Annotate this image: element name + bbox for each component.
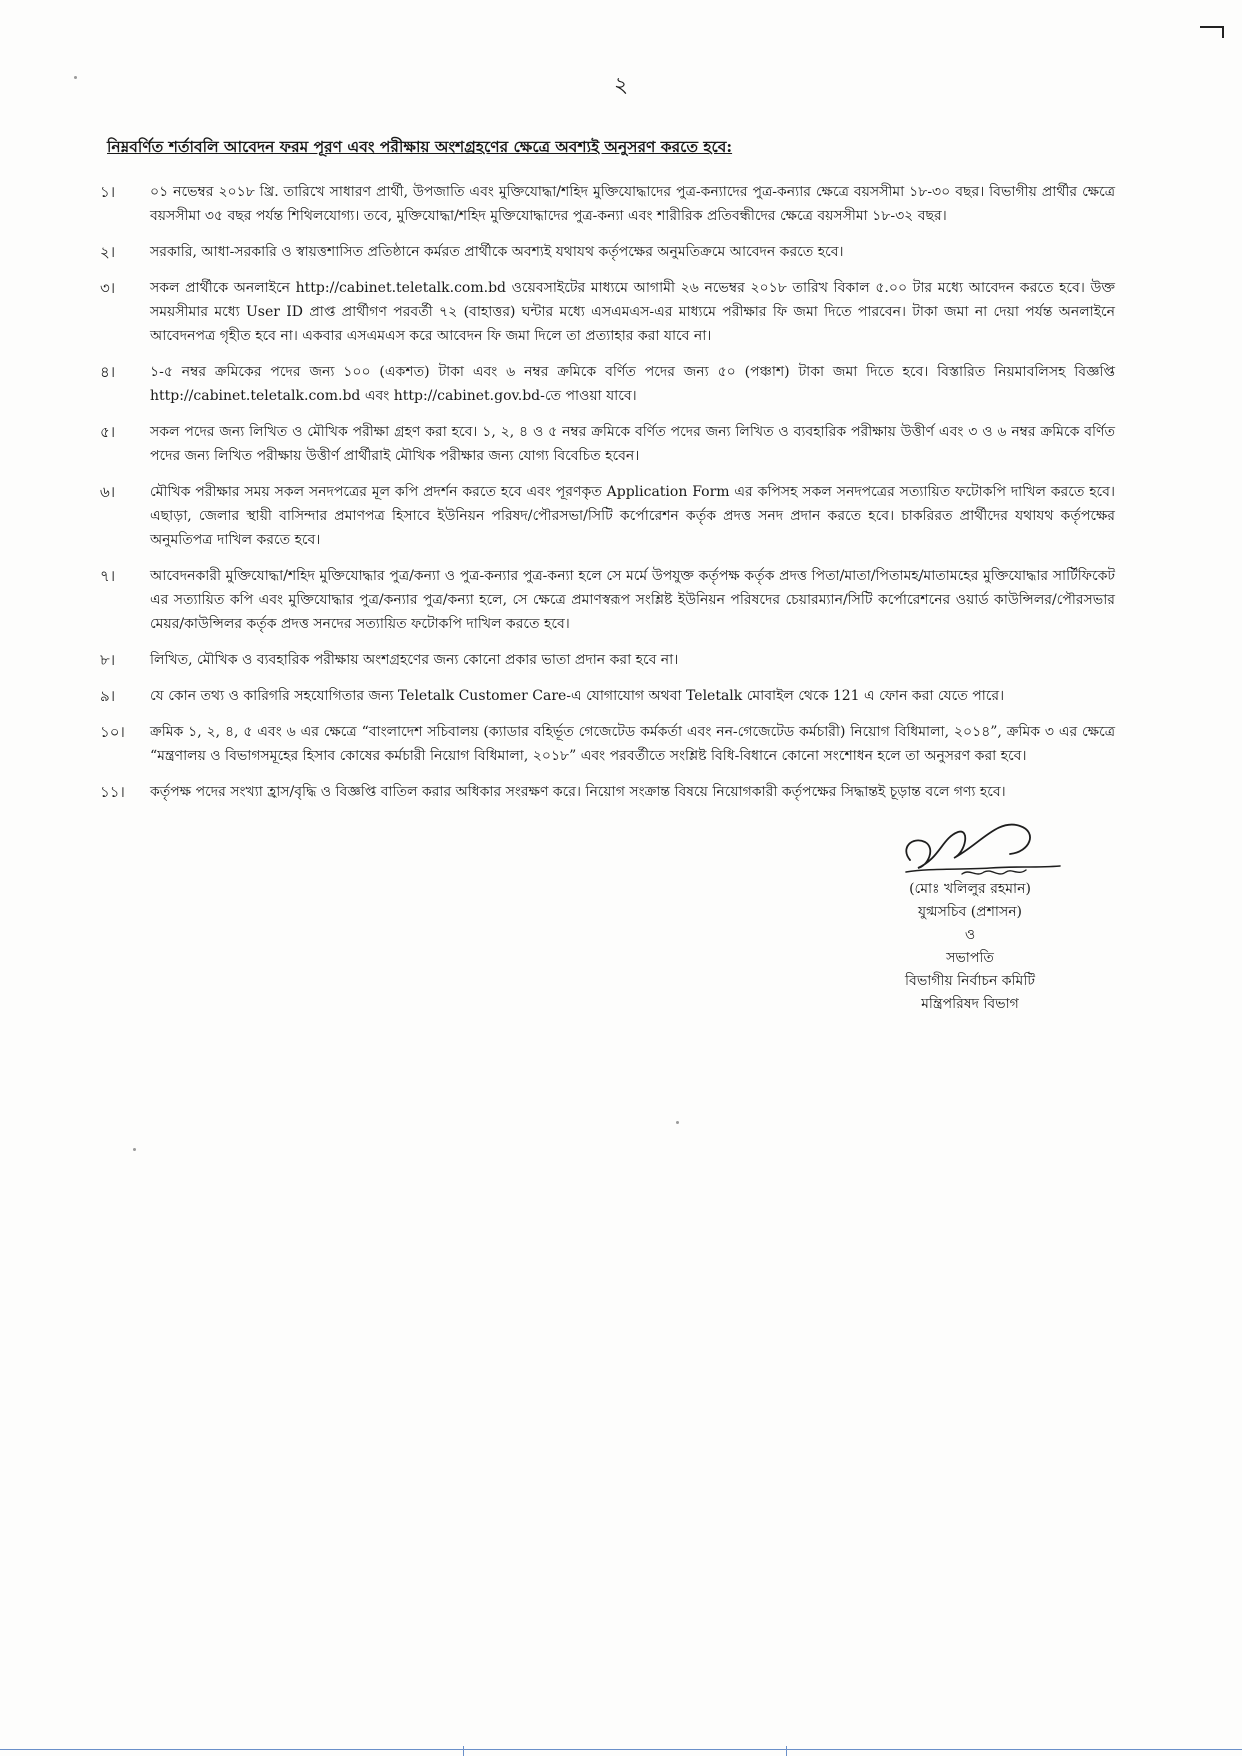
list-item — [100, 720, 1115, 768]
item-number: ৪। — [100, 363, 116, 381]
signatory-name: (মোঃ খলিলুর রহমান) — [909, 881, 1031, 897]
handwritten-signature — [870, 808, 1070, 888]
item-text: সকল পদের জন্য লিখিত ও মৌখিক পরীক্ষা গ্রহণ করা হবে। ১, ২, ৪ ও ৫ নম্বর ক্রমিকে বর্ণিত পদের জন্য লিখিত ও ব্যবহারিক পরীক্ষায় উত্তীর্ণ এবং ৩ ও ৬ নম্বর ক্রমিকে বর্ণিত পদের জন্য লিখিত পরীক্ষায় উত্তীর্ণ প্রার্থীরাই মৌখিক পরীক্ষার জন্য যোগ্য বিবেচিত হবেন। — [150, 424, 1115, 464]
scan-speck — [676, 1121, 679, 1124]
item-number: ১০। — [100, 723, 125, 741]
list-item — [100, 648, 1115, 672]
item-number: ২। — [100, 243, 116, 261]
item-text: মৌখিক পরীক্ষার সময় সকল সনদপত্রের মূল কপি প্রদর্শন করতে হবে এবং পূরণকৃত Application Form এর কপিসহ সকল সনদপত্রের সত্যায়িত ফটোকপি দাখিল করতে হবে। এছাড়া, জেলার স্থায়ী বাসিন্দার প্রমাণপত্র হিসাবে ইউনিয়ন পরিষদ/পৌরসভা/সিটি কর্পোরেশন কর্তৃক প্রদত্ত সনদ প্রদান করতে হবে। চাকরিরত প্রার্থীদের যথাযথ কর্তৃপক্ষের অনুমতিপত্র দাখিল করতে হবে। — [150, 484, 1115, 548]
list-item — [100, 564, 1115, 636]
scan-speck — [133, 1148, 136, 1151]
scan-bottom-edge — [0, 1749, 1242, 1756]
item-text: ১-৫ নম্বর ক্রমিকের পদের জন্য ১০০ (একশত) টাকা এবং ৬ নম্বর ক্রমিকে বর্ণিত পদের জন্য ৫০ (পঞ্চাশ) টাকা জমা দিতে হবে। বিস্তারিত নিয়মাবলিসহ বিজ্ঞপ্তি http://cabinet.teletalk.com.bd এবং http://cabinet.gov.bd-তে পাওয়া যাবে। — [150, 364, 1115, 404]
list-item — [100, 420, 1115, 468]
signature-block — [860, 808, 1080, 1016]
list-item — [100, 684, 1115, 708]
conditions-list — [100, 180, 1115, 816]
page-number: ২ — [613, 73, 629, 98]
signatory-conjunction: ও — [964, 927, 976, 943]
item-text: সকল প্রার্থীকে অনলাইনে http://cabinet.teletalk.com.bd ওয়েবসাইটের মাধ্যমে আগামী ২৬ নভেম্বর ২০১৮ তারিখ বিকাল ৫.০০ টার মধ্যে আবেদন করতে হবে। উক্ত সময়সীমার মধ্যে User ID প্রাপ্ত প্রার্থীগণ পরবর্তী ৭২ (বাহাত্তর) ঘন্টার মধ্যে এসএমএস-এর মাধ্যমে পরীক্ষার ফি জমা দিতে পারবেন। টাকা জমা না দেয়া পর্যন্ত অনলাইনে আবেদনপত্র গৃহীত হবে না। একবার এসএমএস করে আবেদন ফি জমা দিলে তা প্রত্যাহার করা যাবে না। — [150, 280, 1115, 344]
signatory-division: মন্ত্রিপরিষদ বিভাগ — [921, 996, 1019, 1012]
scan-edge-tick — [463, 1746, 464, 1756]
list-item — [100, 240, 1115, 264]
item-number: ১১। — [100, 783, 125, 801]
signatory-role: সভাপতি — [946, 950, 994, 966]
item-text: ক্রমিক ১, ২, ৪, ৫ এবং ৬ এর ক্ষেত্রে “বাংলাদেশ সচিবালয় (ক্যাডার বহির্ভূত গেজেটেড কর্মকর্তা এবং নন-গেজেটেড কর্মচারী) নিয়োগ বিধিমালা, ২০১৪”, ক্রমিক ৩ এর ক্ষেত্রে “মন্ত্রণালয় ও বিভাগসমূহের হিসাব কোষের কর্মচারী নিয়োগ বিধিমালা, ২০১৮” এবং পরবর্তীতে সংশ্লিষ্ট বিধি-বিধানে কোনো সংশোধন হলে তা অনুসরণ করা হবে। — [150, 724, 1115, 764]
item-number: ১। — [100, 183, 116, 201]
item-number: ৯। — [100, 687, 116, 705]
item-text: লিখিত, মৌখিক ও ব্যবহারিক পরীক্ষায় অংশগ্রহণের জন্য কোনো প্রকার ভাতা প্রদান করা হবে না। — [150, 652, 679, 668]
list-item — [100, 180, 1115, 228]
signatory-committee: বিভাগীয় নির্বাচন কমিটি — [905, 973, 1035, 989]
scan-speck — [74, 76, 77, 79]
item-text: আবেদনকারী মুক্তিযোদ্ধা/শহিদ মুক্তিযোদ্ধার পুত্র/কন্যা ও পুত্র-কন্যার পুত্র-কন্যা হলে সে মর্মে উপযুক্ত কর্তৃপক্ষ কর্তৃক প্রদত্ত পিতা/মাতা/পিতামহ/মাতামহের মুক্তিযোদ্ধার সার্টিফিকেট এর সত্যায়িত কপি এবং মুক্তিযোদ্ধার পুত্র/কন্যার পুত্র/কন্যা হলে, সে ক্ষেত্রে প্রমাণস্বরূপ সংশ্লিষ্ট ইউনিয়ন পরিষদের চেয়ারম্যান/সিটি কর্পোরেশনের ওয়ার্ড কাউন্সিলর/পৌরসভার মেয়র/কাউন্সিলর কর্তৃক প্রদত্ত সনদের সত্যায়িত ফটোকপি দাখিল করতে হবে। — [150, 568, 1115, 632]
item-number: ৮। — [100, 651, 116, 669]
item-text: সরকারি, আধা-সরকারি ও স্বায়ত্তশাসিত প্রতিষ্ঠানে কর্মরত প্রার্থীকে অবশ্যই যথাযথ কর্তৃপক্ষের অনুমতিক্রমে আবেদন করতে হবে। — [150, 244, 844, 260]
item-number: ৭। — [100, 567, 116, 585]
scan-edge-tick — [786, 1746, 787, 1756]
item-number: ৫। — [100, 423, 116, 441]
item-text: ০১ নভেম্বর ২০১৮ খ্রি. তারিখে সাধারণ প্রার্থী, উপজাতি এবং মুক্তিযোদ্ধা/শহিদ মুক্তিযোদ্ধাদের পুত্র-কন্যাদের পুত্র-কন্যার ক্ষেত্রে বয়সসীমা ১৮-৩০ বছর। বিভাগীয় প্রার্থীর ক্ষেত্রে বয়সসীমা ৩৫ বছর পর্যন্ত শিথিলযোগ্য। তবে, মুক্তিযোদ্ধা/শহিদ মুক্তিযোদ্ধাদের পুত্র-কন্যা এবং শারীরিক প্রতিবন্ধীদের ক্ষেত্রে বয়সসীমা ১৮-৩২ বছর। — [150, 184, 1115, 224]
conditions-heading: নিম্নবর্ণিত শর্তাবলি আবেদন ফরম পূরণ এবং পরীক্ষায় অংশগ্রহণের ক্ষেত্রে অবশ্যই অনুসরণ করতে হবে: — [107, 137, 733, 156]
corner-mark — [1200, 26, 1224, 38]
item-text: যে কোন তথ্য ও কারিগরি সহযোগিতার জন্য Teletalk Customer Care-এ যোগাযোগ অথবা Teletalk মোবাইল থেকে 121 এ ফোন করা যেতে পারে। — [150, 688, 1005, 704]
signatory-designation: যুগ্মসচিব (প্রশাসন) — [917, 904, 1023, 920]
item-text: কর্তৃপক্ষ পদের সংখ্যা হ্রাস/বৃদ্ধি ও বিজ্ঞপ্তি বাতিল করার অধিকার সংরক্ষণ করে। নিয়োগ সংক্রান্ত বিষয়ে নিয়োগকারী কর্তৃপক্ষের সিদ্ধান্তই চূড়ান্ত বলে গণ্য হবে। — [150, 784, 1006, 800]
list-item — [100, 780, 1115, 804]
list-item — [100, 480, 1115, 552]
list-item — [100, 360, 1115, 408]
item-number: ৬। — [100, 483, 116, 501]
list-item — [100, 276, 1115, 348]
item-number: ৩। — [100, 279, 116, 297]
